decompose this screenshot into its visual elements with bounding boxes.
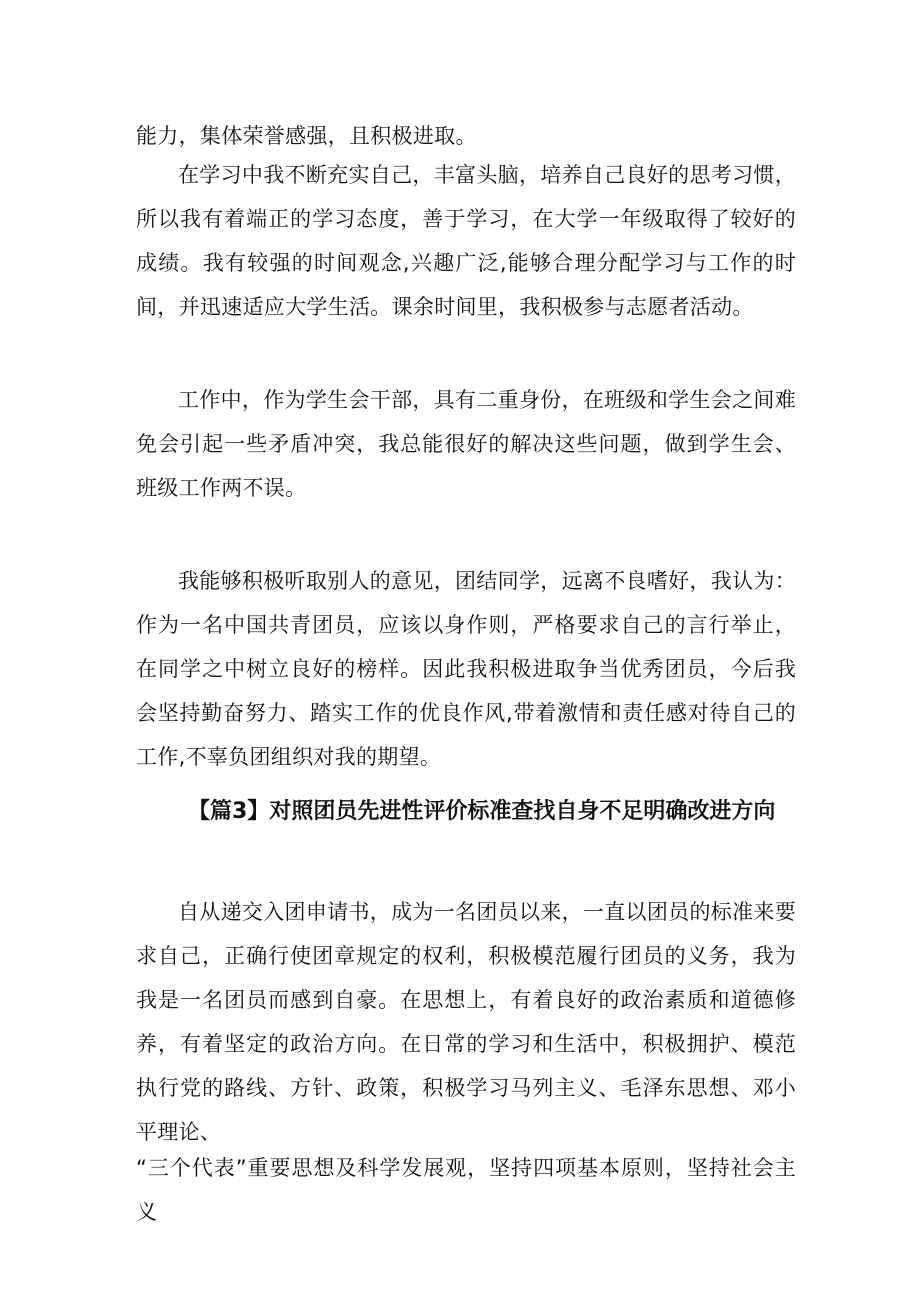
section-heading (136, 787, 796, 837)
section-title: 对照团员先进性评价标准查找自身不足明确改进方向 (269, 799, 776, 824)
paragraph-work: 工作中，作为学生会干部，具有二重身份，在班级和学生会之间难免会引起一些矛盾冲突，我总能很好的解决这些问题，做到学生会、班级工作两不误。 (136, 388, 796, 500)
paragraph-membership: 自从递交入团申请书，成为一名团员以来，一直以团员的标准来要求自己，正确行使团章规定的权利，积极模范履行团员的义务，我为我是一名团员而感到自豪。在思想上，有着良好的政治素质和道德修养，有着坚定的政治方向。在日常的学习和生活中，积极拥护、模范执行党的路线、方针、政策，积极学习马列主义、毛泽东思想、邓小平理论、 (136, 900, 796, 1144)
paragraph-study: 在学习中我不断充实自己，丰富头脑，培养自己良好的思考习惯，所以我有着端正的学习态度，善于学习，在大学一年级取得了较好的成绩。我有较强的时间观念,兴趣广泛,能够合理分配学习与工作的时间，并迅速适应大学生活。课余时间里，我积极参与志愿者活动。 (136, 163, 796, 319)
paragraph-attitude: 我能够积极听取别人的意见，团结同学，远离不良嗜好，我认为：作为一名中国共青团员，应该以身作则，严格要求自己的言行举止，在同学之中树立良好的榜样。因此我积极进取争当优秀团员，今后我会坚持勤奋努力、踏实工作的优良作风,带着激情和责任感对待自己的工作,不辜负团组织对我的期望。 (136, 569, 796, 769)
paragraph-principles: “三个代表”重要思想及科学发展观，坚持四项基本原则，坚持社会主义 (136, 1156, 796, 1224)
paragraph-continuation: 能力，集体荣誉感强，且积极进取。 (136, 124, 477, 148)
section-label: 【篇3】 (188, 799, 270, 824)
